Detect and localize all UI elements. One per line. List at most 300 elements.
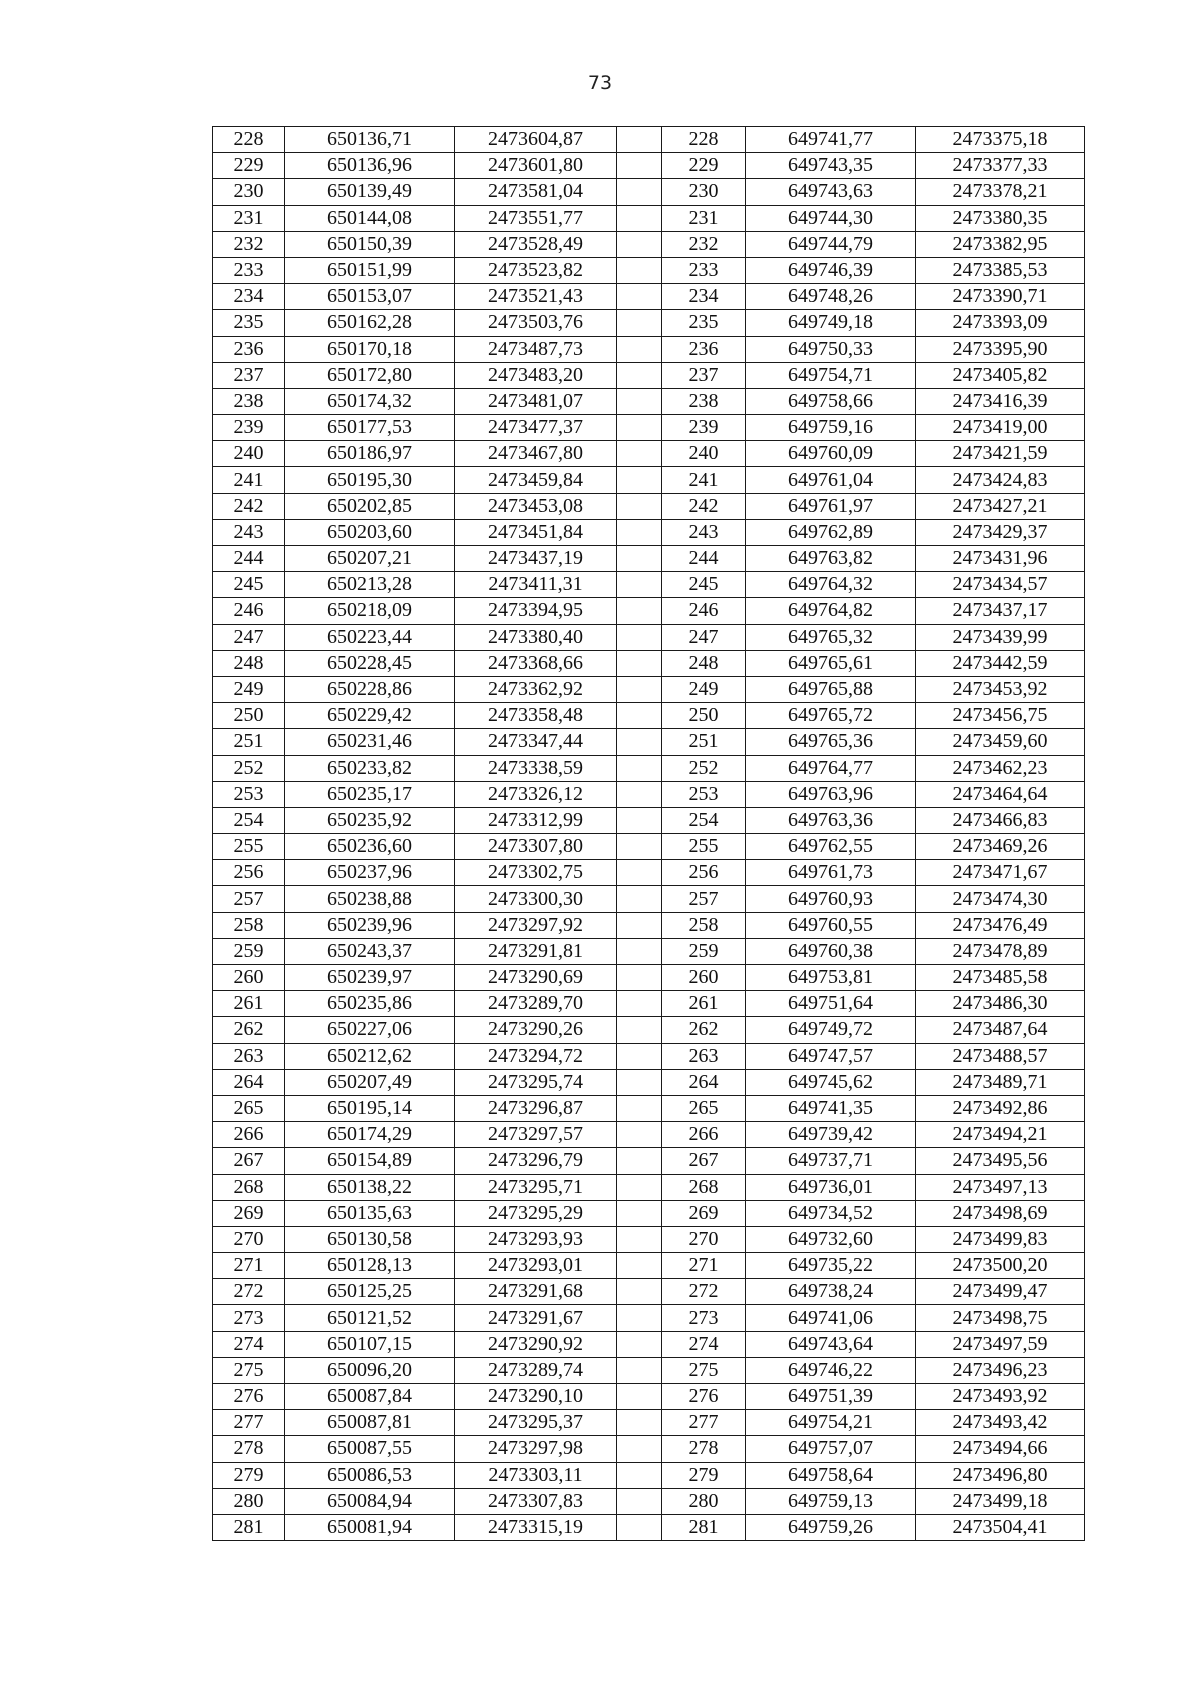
y-coordinate-right: 2473497,13 <box>916 1174 1085 1200</box>
table-row <box>213 1514 1085 1540</box>
x-coordinate-left: 650228,86 <box>285 676 455 702</box>
x-coordinate-left: 650162,28 <box>285 310 455 336</box>
y-coordinate-left: 2473453,08 <box>455 493 617 519</box>
empty-separator-cell <box>617 755 662 781</box>
point-number-right: 233 <box>662 257 746 283</box>
empty-separator-cell <box>617 493 662 519</box>
y-coordinate-left: 2473411,31 <box>455 572 617 598</box>
x-coordinate-right: 649760,55 <box>746 912 916 938</box>
x-coordinate-left: 650136,96 <box>285 153 455 179</box>
point-number-right: 253 <box>662 781 746 807</box>
x-coordinate-right: 649759,26 <box>746 1514 916 1540</box>
x-coordinate-left: 650136,71 <box>285 127 455 153</box>
x-coordinate-right: 649735,22 <box>746 1253 916 1279</box>
table-row <box>213 991 1085 1017</box>
point-number-right: 243 <box>662 519 746 545</box>
empty-separator-cell <box>617 834 662 860</box>
y-coordinate-right: 2473456,75 <box>916 703 1085 729</box>
empty-separator-cell <box>617 1174 662 1200</box>
y-coordinate-right: 2473390,71 <box>916 284 1085 310</box>
point-number-left: 266 <box>213 1122 285 1148</box>
point-number-right: 261 <box>662 991 746 1017</box>
table-row <box>213 1279 1085 1305</box>
point-number-left: 277 <box>213 1410 285 1436</box>
x-coordinate-right: 649741,06 <box>746 1305 916 1331</box>
point-number-right: 256 <box>662 860 746 886</box>
x-coordinate-left: 650237,96 <box>285 860 455 886</box>
empty-separator-cell <box>617 231 662 257</box>
y-coordinate-left: 2473290,26 <box>455 1017 617 1043</box>
point-number-left: 273 <box>213 1305 285 1331</box>
x-coordinate-right: 649747,57 <box>746 1043 916 1069</box>
y-coordinate-right: 2473393,09 <box>916 310 1085 336</box>
y-coordinate-left: 2473289,70 <box>455 991 617 1017</box>
x-coordinate-left: 650172,80 <box>285 362 455 388</box>
y-coordinate-right: 2473405,82 <box>916 362 1085 388</box>
y-coordinate-left: 2473380,40 <box>455 624 617 650</box>
empty-separator-cell <box>617 650 662 676</box>
table-row <box>213 1384 1085 1410</box>
x-coordinate-left: 650212,62 <box>285 1043 455 1069</box>
x-coordinate-right: 649746,22 <box>746 1357 916 1383</box>
y-coordinate-left: 2473290,69 <box>455 965 617 991</box>
y-coordinate-left: 2473291,67 <box>455 1305 617 1331</box>
point-number-right: 244 <box>662 546 746 572</box>
y-coordinate-right: 2473377,33 <box>916 153 1085 179</box>
table-row <box>213 1226 1085 1252</box>
x-coordinate-right: 649761,97 <box>746 493 916 519</box>
y-coordinate-right: 2473459,60 <box>916 729 1085 755</box>
x-coordinate-left: 650186,97 <box>285 441 455 467</box>
empty-separator-cell <box>617 886 662 912</box>
point-number-left: 280 <box>213 1488 285 1514</box>
empty-separator-cell <box>617 1384 662 1410</box>
point-number-left: 237 <box>213 362 285 388</box>
y-coordinate-left: 2473295,74 <box>455 1069 617 1095</box>
x-coordinate-left: 650239,97 <box>285 965 455 991</box>
x-coordinate-left: 650170,18 <box>285 336 455 362</box>
y-coordinate-left: 2473347,44 <box>455 729 617 755</box>
y-coordinate-right: 2473424,83 <box>916 467 1085 493</box>
point-number-right: 258 <box>662 912 746 938</box>
x-coordinate-right: 649758,64 <box>746 1462 916 1488</box>
x-coordinate-left: 650081,94 <box>285 1514 455 1540</box>
x-coordinate-left: 650203,60 <box>285 519 455 545</box>
table-row <box>213 1488 1085 1514</box>
x-coordinate-right: 649732,60 <box>746 1226 916 1252</box>
point-number-right: 279 <box>662 1462 746 1488</box>
x-coordinate-right: 649757,07 <box>746 1436 916 1462</box>
y-coordinate-right: 2473485,58 <box>916 965 1085 991</box>
point-number-right: 231 <box>662 205 746 231</box>
point-number-left: 246 <box>213 598 285 624</box>
table-row <box>213 1095 1085 1121</box>
y-coordinate-left: 2473551,77 <box>455 205 617 231</box>
y-coordinate-left: 2473307,83 <box>455 1488 617 1514</box>
point-number-left: 270 <box>213 1226 285 1252</box>
point-number-left: 242 <box>213 493 285 519</box>
x-coordinate-right: 649744,79 <box>746 231 916 257</box>
empty-separator-cell <box>617 362 662 388</box>
x-coordinate-left: 650228,45 <box>285 650 455 676</box>
y-coordinate-right: 2473419,00 <box>916 415 1085 441</box>
table-row <box>213 1148 1085 1174</box>
table-row <box>213 781 1085 807</box>
y-coordinate-left: 2473487,73 <box>455 336 617 362</box>
table-row <box>213 886 1085 912</box>
point-number-right: 235 <box>662 310 746 336</box>
x-coordinate-left: 650243,37 <box>285 938 455 964</box>
point-number-left: 264 <box>213 1069 285 1095</box>
x-coordinate-left: 650227,06 <box>285 1017 455 1043</box>
x-coordinate-left: 650135,63 <box>285 1200 455 1226</box>
table-row <box>213 965 1085 991</box>
y-coordinate-right: 2473489,71 <box>916 1069 1085 1095</box>
empty-separator-cell <box>617 1410 662 1436</box>
point-number-left: 276 <box>213 1384 285 1410</box>
point-number-right: 238 <box>662 388 746 414</box>
y-coordinate-left: 2473302,75 <box>455 860 617 886</box>
point-number-left: 281 <box>213 1514 285 1540</box>
point-number-left: 263 <box>213 1043 285 1069</box>
x-coordinate-left: 650223,44 <box>285 624 455 650</box>
table-row <box>213 1069 1085 1095</box>
x-coordinate-left: 650128,13 <box>285 1253 455 1279</box>
empty-separator-cell <box>617 415 662 441</box>
point-number-right: 252 <box>662 755 746 781</box>
x-coordinate-right: 649743,35 <box>746 153 916 179</box>
point-number-right: 237 <box>662 362 746 388</box>
x-coordinate-right: 649765,61 <box>746 650 916 676</box>
x-coordinate-right: 649750,33 <box>746 336 916 362</box>
table-row <box>213 153 1085 179</box>
x-coordinate-left: 650150,39 <box>285 231 455 257</box>
empty-separator-cell <box>617 1148 662 1174</box>
y-coordinate-right: 2473469,26 <box>916 834 1085 860</box>
y-coordinate-right: 2473496,23 <box>916 1357 1085 1383</box>
point-number-left: 265 <box>213 1095 285 1121</box>
x-coordinate-right: 649760,93 <box>746 886 916 912</box>
x-coordinate-left: 650154,89 <box>285 1148 455 1174</box>
empty-separator-cell <box>617 1279 662 1305</box>
point-number-left: 233 <box>213 257 285 283</box>
point-number-right: 255 <box>662 834 746 860</box>
point-number-left: 267 <box>213 1148 285 1174</box>
point-number-left: 238 <box>213 388 285 414</box>
point-number-right: 254 <box>662 807 746 833</box>
x-coordinate-right: 649765,88 <box>746 676 916 702</box>
point-number-left: 278 <box>213 1436 285 1462</box>
table-row <box>213 1357 1085 1383</box>
y-coordinate-left: 2473358,48 <box>455 703 617 729</box>
x-coordinate-right: 649751,64 <box>746 991 916 1017</box>
point-number-left: 271 <box>213 1253 285 1279</box>
y-coordinate-left: 2473338,59 <box>455 755 617 781</box>
x-coordinate-right: 649738,24 <box>746 1279 916 1305</box>
point-number-left: 272 <box>213 1279 285 1305</box>
y-coordinate-left: 2473295,29 <box>455 1200 617 1226</box>
point-number-left: 268 <box>213 1174 285 1200</box>
empty-separator-cell <box>617 153 662 179</box>
x-coordinate-right: 649763,36 <box>746 807 916 833</box>
empty-separator-cell <box>617 310 662 336</box>
empty-separator-cell <box>617 781 662 807</box>
x-coordinate-right: 649763,82 <box>746 546 916 572</box>
y-coordinate-right: 2473495,56 <box>916 1148 1085 1174</box>
y-coordinate-left: 2473289,74 <box>455 1357 617 1383</box>
y-coordinate-right: 2473493,42 <box>916 1410 1085 1436</box>
empty-separator-cell <box>617 676 662 702</box>
x-coordinate-right: 649759,13 <box>746 1488 916 1514</box>
y-coordinate-right: 2473494,21 <box>916 1122 1085 1148</box>
empty-separator-cell <box>617 1462 662 1488</box>
table-row <box>213 336 1085 362</box>
x-coordinate-right: 649764,77 <box>746 755 916 781</box>
empty-separator-cell <box>617 1436 662 1462</box>
y-coordinate-left: 2473307,80 <box>455 834 617 860</box>
point-number-left: 229 <box>213 153 285 179</box>
table-row <box>213 546 1085 572</box>
x-coordinate-right: 649734,52 <box>746 1200 916 1226</box>
x-coordinate-left: 650213,28 <box>285 572 455 598</box>
x-coordinate-right: 649741,35 <box>746 1095 916 1121</box>
point-number-left: 255 <box>213 834 285 860</box>
table-row <box>213 729 1085 755</box>
y-coordinate-right: 2473487,64 <box>916 1017 1085 1043</box>
table-row <box>213 179 1085 205</box>
table-row <box>213 127 1085 153</box>
point-number-right: 239 <box>662 415 746 441</box>
x-coordinate-left: 650235,17 <box>285 781 455 807</box>
y-coordinate-right: 2473499,18 <box>916 1488 1085 1514</box>
y-coordinate-right: 2473500,20 <box>916 1253 1085 1279</box>
y-coordinate-left: 2473481,07 <box>455 388 617 414</box>
table-row <box>213 1200 1085 1226</box>
x-coordinate-left: 650151,99 <box>285 257 455 283</box>
y-coordinate-right: 2473382,95 <box>916 231 1085 257</box>
y-coordinate-left: 2473293,01 <box>455 1253 617 1279</box>
point-number-right: 263 <box>662 1043 746 1069</box>
point-number-left: 230 <box>213 179 285 205</box>
table-row <box>213 441 1085 467</box>
x-coordinate-left: 650235,92 <box>285 807 455 833</box>
y-coordinate-right: 2473385,53 <box>916 257 1085 283</box>
coordinates-table <box>212 126 1085 1541</box>
empty-separator-cell <box>617 546 662 572</box>
table-row <box>213 912 1085 938</box>
empty-separator-cell <box>617 1357 662 1383</box>
x-coordinate-right: 649737,71 <box>746 1148 916 1174</box>
table-row <box>213 938 1085 964</box>
point-number-left: 262 <box>213 1017 285 1043</box>
empty-separator-cell <box>617 807 662 833</box>
point-number-left: 249 <box>213 676 285 702</box>
x-coordinate-left: 650195,30 <box>285 467 455 493</box>
point-number-right: 240 <box>662 441 746 467</box>
y-coordinate-left: 2473368,66 <box>455 650 617 676</box>
point-number-right: 241 <box>662 467 746 493</box>
point-number-right: 249 <box>662 676 746 702</box>
x-coordinate-left: 650139,49 <box>285 179 455 205</box>
point-number-right: 278 <box>662 1436 746 1462</box>
x-coordinate-left: 650130,58 <box>285 1226 455 1252</box>
y-coordinate-left: 2473297,57 <box>455 1122 617 1148</box>
y-coordinate-right: 2473504,41 <box>916 1514 1085 1540</box>
y-coordinate-right: 2473474,30 <box>916 886 1085 912</box>
point-number-right: 271 <box>662 1253 746 1279</box>
y-coordinate-left: 2473521,43 <box>455 284 617 310</box>
table-row <box>213 284 1085 310</box>
y-coordinate-left: 2473528,49 <box>455 231 617 257</box>
table-row <box>213 415 1085 441</box>
x-coordinate-right: 649745,62 <box>746 1069 916 1095</box>
y-coordinate-right: 2473478,89 <box>916 938 1085 964</box>
point-number-left: 256 <box>213 860 285 886</box>
x-coordinate-right: 649764,32 <box>746 572 916 598</box>
table-row <box>213 676 1085 702</box>
table-row <box>213 205 1085 231</box>
point-number-left: 248 <box>213 650 285 676</box>
point-number-left: 235 <box>213 310 285 336</box>
table-row <box>213 1462 1085 1488</box>
empty-separator-cell <box>617 1253 662 1279</box>
empty-separator-cell <box>617 1043 662 1069</box>
point-number-right: 266 <box>662 1122 746 1148</box>
point-number-right: 273 <box>662 1305 746 1331</box>
y-coordinate-left: 2473477,37 <box>455 415 617 441</box>
x-coordinate-left: 650084,94 <box>285 1488 455 1514</box>
point-number-right: 251 <box>662 729 746 755</box>
point-number-left: 239 <box>213 415 285 441</box>
point-number-left: 232 <box>213 231 285 257</box>
point-number-left: 259 <box>213 938 285 964</box>
point-number-left: 244 <box>213 546 285 572</box>
x-coordinate-left: 650207,49 <box>285 1069 455 1095</box>
y-coordinate-right: 2473476,49 <box>916 912 1085 938</box>
point-number-left: 252 <box>213 755 285 781</box>
x-coordinate-left: 650236,60 <box>285 834 455 860</box>
y-coordinate-right: 2473380,35 <box>916 205 1085 231</box>
y-coordinate-right: 2473492,86 <box>916 1095 1085 1121</box>
table-row <box>213 519 1085 545</box>
y-coordinate-left: 2473300,30 <box>455 886 617 912</box>
table-row <box>213 572 1085 598</box>
empty-separator-cell <box>617 179 662 205</box>
empty-separator-cell <box>617 205 662 231</box>
table-row <box>213 1122 1085 1148</box>
point-number-right: 246 <box>662 598 746 624</box>
x-coordinate-left: 650086,53 <box>285 1462 455 1488</box>
y-coordinate-right: 2473439,99 <box>916 624 1085 650</box>
x-coordinate-left: 650202,85 <box>285 493 455 519</box>
x-coordinate-left: 650207,21 <box>285 546 455 572</box>
x-coordinate-right: 649759,16 <box>746 415 916 441</box>
y-coordinate-left: 2473291,68 <box>455 1279 617 1305</box>
empty-separator-cell <box>617 1488 662 1514</box>
y-coordinate-left: 2473295,71 <box>455 1174 617 1200</box>
x-coordinate-right: 649744,30 <box>746 205 916 231</box>
y-coordinate-right: 2473416,39 <box>916 388 1085 414</box>
y-coordinate-right: 2473375,18 <box>916 127 1085 153</box>
point-number-right: 250 <box>662 703 746 729</box>
point-number-right: 229 <box>662 153 746 179</box>
x-coordinate-left: 650195,14 <box>285 1095 455 1121</box>
y-coordinate-right: 2473499,47 <box>916 1279 1085 1305</box>
y-coordinate-left: 2473459,84 <box>455 467 617 493</box>
y-coordinate-left: 2473362,92 <box>455 676 617 702</box>
x-coordinate-right: 649761,73 <box>746 860 916 886</box>
table-row <box>213 231 1085 257</box>
point-number-right: 265 <box>662 1095 746 1121</box>
x-coordinate-right: 649753,81 <box>746 965 916 991</box>
point-number-left: 250 <box>213 703 285 729</box>
x-coordinate-right: 649761,04 <box>746 467 916 493</box>
table-row <box>213 624 1085 650</box>
x-coordinate-right: 649758,66 <box>746 388 916 414</box>
x-coordinate-right: 649751,39 <box>746 1384 916 1410</box>
point-number-right: 247 <box>662 624 746 650</box>
x-coordinate-left: 650229,42 <box>285 703 455 729</box>
point-number-left: 260 <box>213 965 285 991</box>
y-coordinate-left: 2473297,98 <box>455 1436 617 1462</box>
point-number-left: 261 <box>213 991 285 1017</box>
y-coordinate-left: 2473523,82 <box>455 257 617 283</box>
x-coordinate-right: 649763,96 <box>746 781 916 807</box>
x-coordinate-right: 649743,64 <box>746 1331 916 1357</box>
point-number-left: 236 <box>213 336 285 362</box>
table-row <box>213 362 1085 388</box>
point-number-right: 242 <box>662 493 746 519</box>
y-coordinate-left: 2473437,19 <box>455 546 617 572</box>
point-number-left: 241 <box>213 467 285 493</box>
empty-separator-cell <box>617 965 662 991</box>
x-coordinate-right: 649743,63 <box>746 179 916 205</box>
x-coordinate-right: 649762,55 <box>746 834 916 860</box>
table-row <box>213 703 1085 729</box>
point-number-left: 275 <box>213 1357 285 1383</box>
point-number-right: 274 <box>662 1331 746 1357</box>
empty-separator-cell <box>617 519 662 545</box>
y-coordinate-right: 2473434,57 <box>916 572 1085 598</box>
point-number-left: 253 <box>213 781 285 807</box>
table-row <box>213 1410 1085 1436</box>
point-number-right: 280 <box>662 1488 746 1514</box>
x-coordinate-right: 649749,18 <box>746 310 916 336</box>
y-coordinate-right: 2473498,69 <box>916 1200 1085 1226</box>
point-number-left: 274 <box>213 1331 285 1357</box>
x-coordinate-right: 649736,01 <box>746 1174 916 1200</box>
y-coordinate-right: 2473429,37 <box>916 519 1085 545</box>
point-number-left: 247 <box>213 624 285 650</box>
x-coordinate-left: 650096,20 <box>285 1357 455 1383</box>
point-number-left: 257 <box>213 886 285 912</box>
point-number-left: 234 <box>213 284 285 310</box>
y-coordinate-right: 2473466,83 <box>916 807 1085 833</box>
table-row <box>213 310 1085 336</box>
y-coordinate-left: 2473326,12 <box>455 781 617 807</box>
x-coordinate-left: 650174,29 <box>285 1122 455 1148</box>
empty-separator-cell <box>617 912 662 938</box>
y-coordinate-right: 2473499,83 <box>916 1226 1085 1252</box>
y-coordinate-left: 2473503,76 <box>455 310 617 336</box>
y-coordinate-left: 2473296,79 <box>455 1148 617 1174</box>
table-row <box>213 860 1085 886</box>
empty-separator-cell <box>617 1069 662 1095</box>
y-coordinate-right: 2473462,23 <box>916 755 1085 781</box>
point-number-right: 264 <box>662 1069 746 1095</box>
point-number-left: 243 <box>213 519 285 545</box>
x-coordinate-left: 650138,22 <box>285 1174 455 1200</box>
